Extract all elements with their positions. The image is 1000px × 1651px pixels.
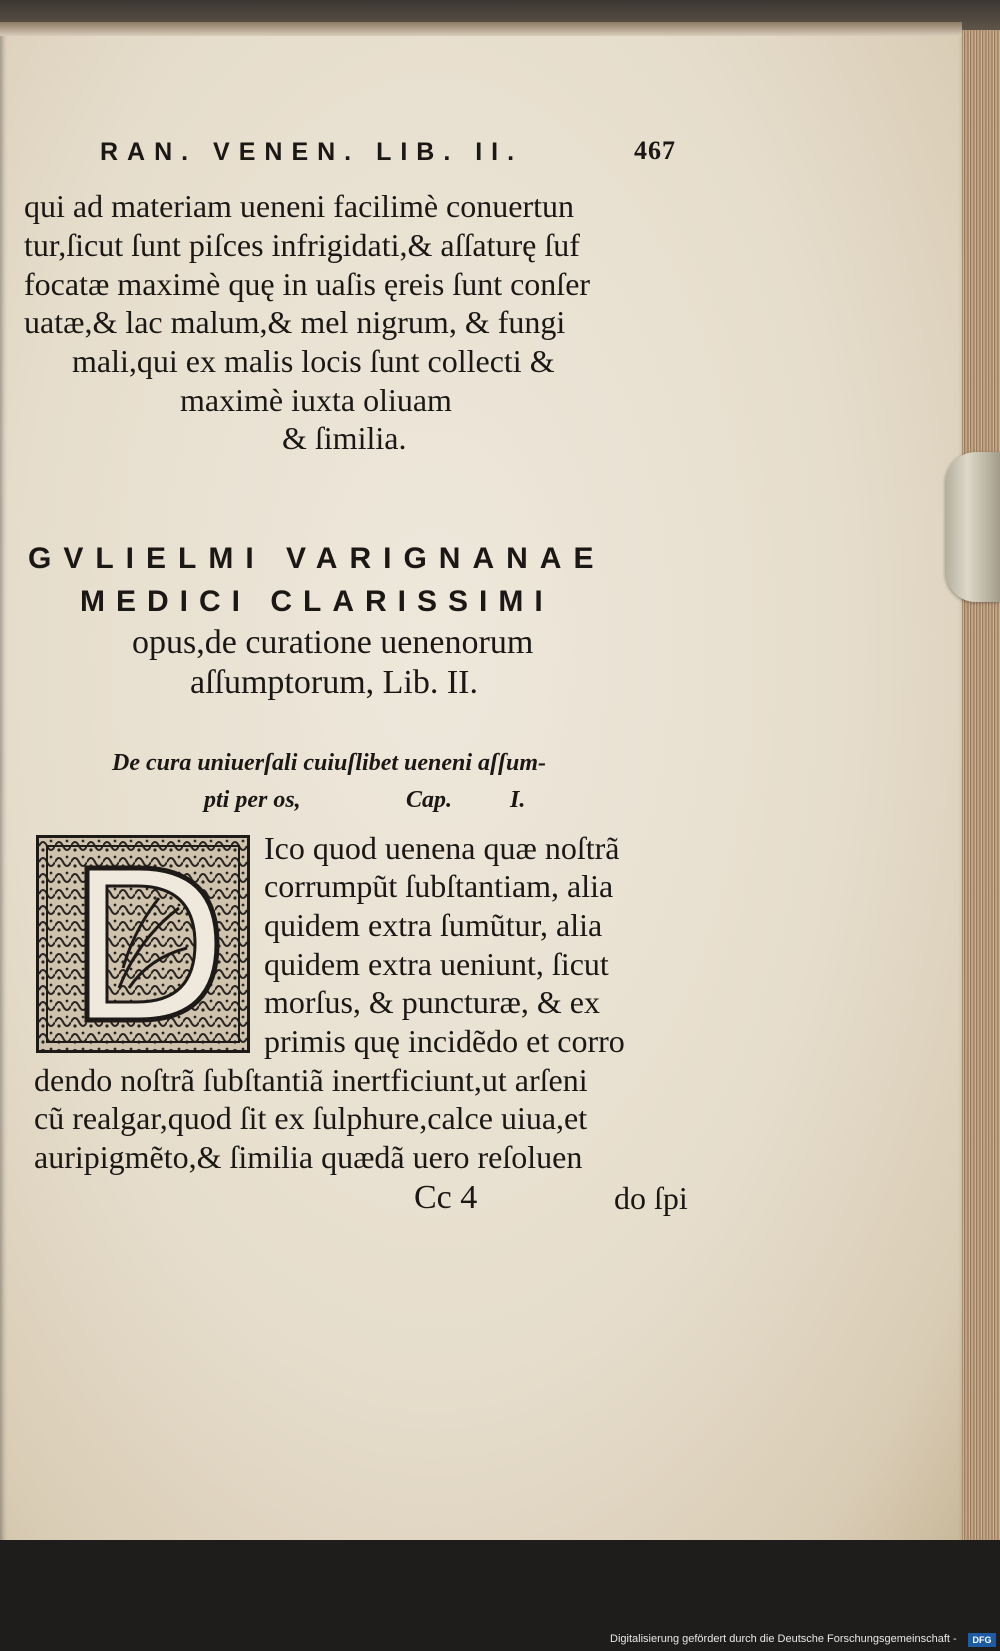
text-line: qui ad materiam ueneni facilimè conuertun [24,188,574,224]
text-line: mali,qui ex malis locis ſunt collecti & [72,343,555,379]
text-line: tur,ſicut ſunt piſces infrigidati,& aſſaturę ſuf [24,227,580,263]
running-head: RAN. VENEN. LIB. II. [100,138,524,166]
text-line: & ſimilia. [282,420,407,456]
chapter-heading-cont: pti per os, [204,787,301,813]
title-line-1: GVLIELMI VARIGNANAE [28,542,606,575]
text-line: corrumpũt ſubſtantiam, alia [264,868,614,904]
chapter-number: I. [510,787,526,813]
text-line: focatæ maximè quę in uaſis ęreis ſunt conſer [24,266,591,302]
text-line: quidem extra ſumũtur, alia [264,907,603,943]
dfg-logo: DFG [968,1633,996,1647]
initial-ornament-icon [39,838,247,1050]
text-line: primis quę incidẽdo et corro [264,1023,625,1059]
text-line: quidem extra ueniunt, ſicut [264,946,609,982]
text-line: dendo noſtrã ſubſtantiã inertficiunt,ut arſeni [34,1062,588,1098]
chapter-label: Cap. [406,787,453,813]
title-line-2: MEDICI CLARISSIMI [80,585,554,618]
title-line-4: aſſumptorum, Lib. II. [190,664,479,701]
page-tab-marker [946,452,1000,602]
signature-mark: Cc 4 [414,1179,478,1216]
page-top-edge [0,22,962,36]
title-line-3: opus,de curatione uenenorum [132,624,534,661]
decorated-initial-d [36,835,250,1053]
text-line: morſus, & puncturæ, & ex [264,984,600,1020]
text-line: auripigmẽto,& ſimilia quædã uero reſoluen [34,1139,583,1175]
chapter-heading: De cura uniuerſali cuiuſlibet ueneni aſſum- [112,750,547,776]
text-line: uatæ,& lac malum,& mel nigrum, & fungi [24,304,566,340]
digitization-credit: Digitalisierung gefördert durch die Deutsche Forschungsgemeinschaft - [610,1633,957,1645]
text-line: Ico quod uenena quæ noſtrã [264,830,620,866]
text-line: cũ realgar,quod ſit ex ſulphure,calce uiua,et [34,1100,588,1136]
text-line: maximè iuxta oliuam [180,382,452,418]
folio-number: 467 [634,136,676,165]
catchword: do ſpi [614,1180,688,1216]
